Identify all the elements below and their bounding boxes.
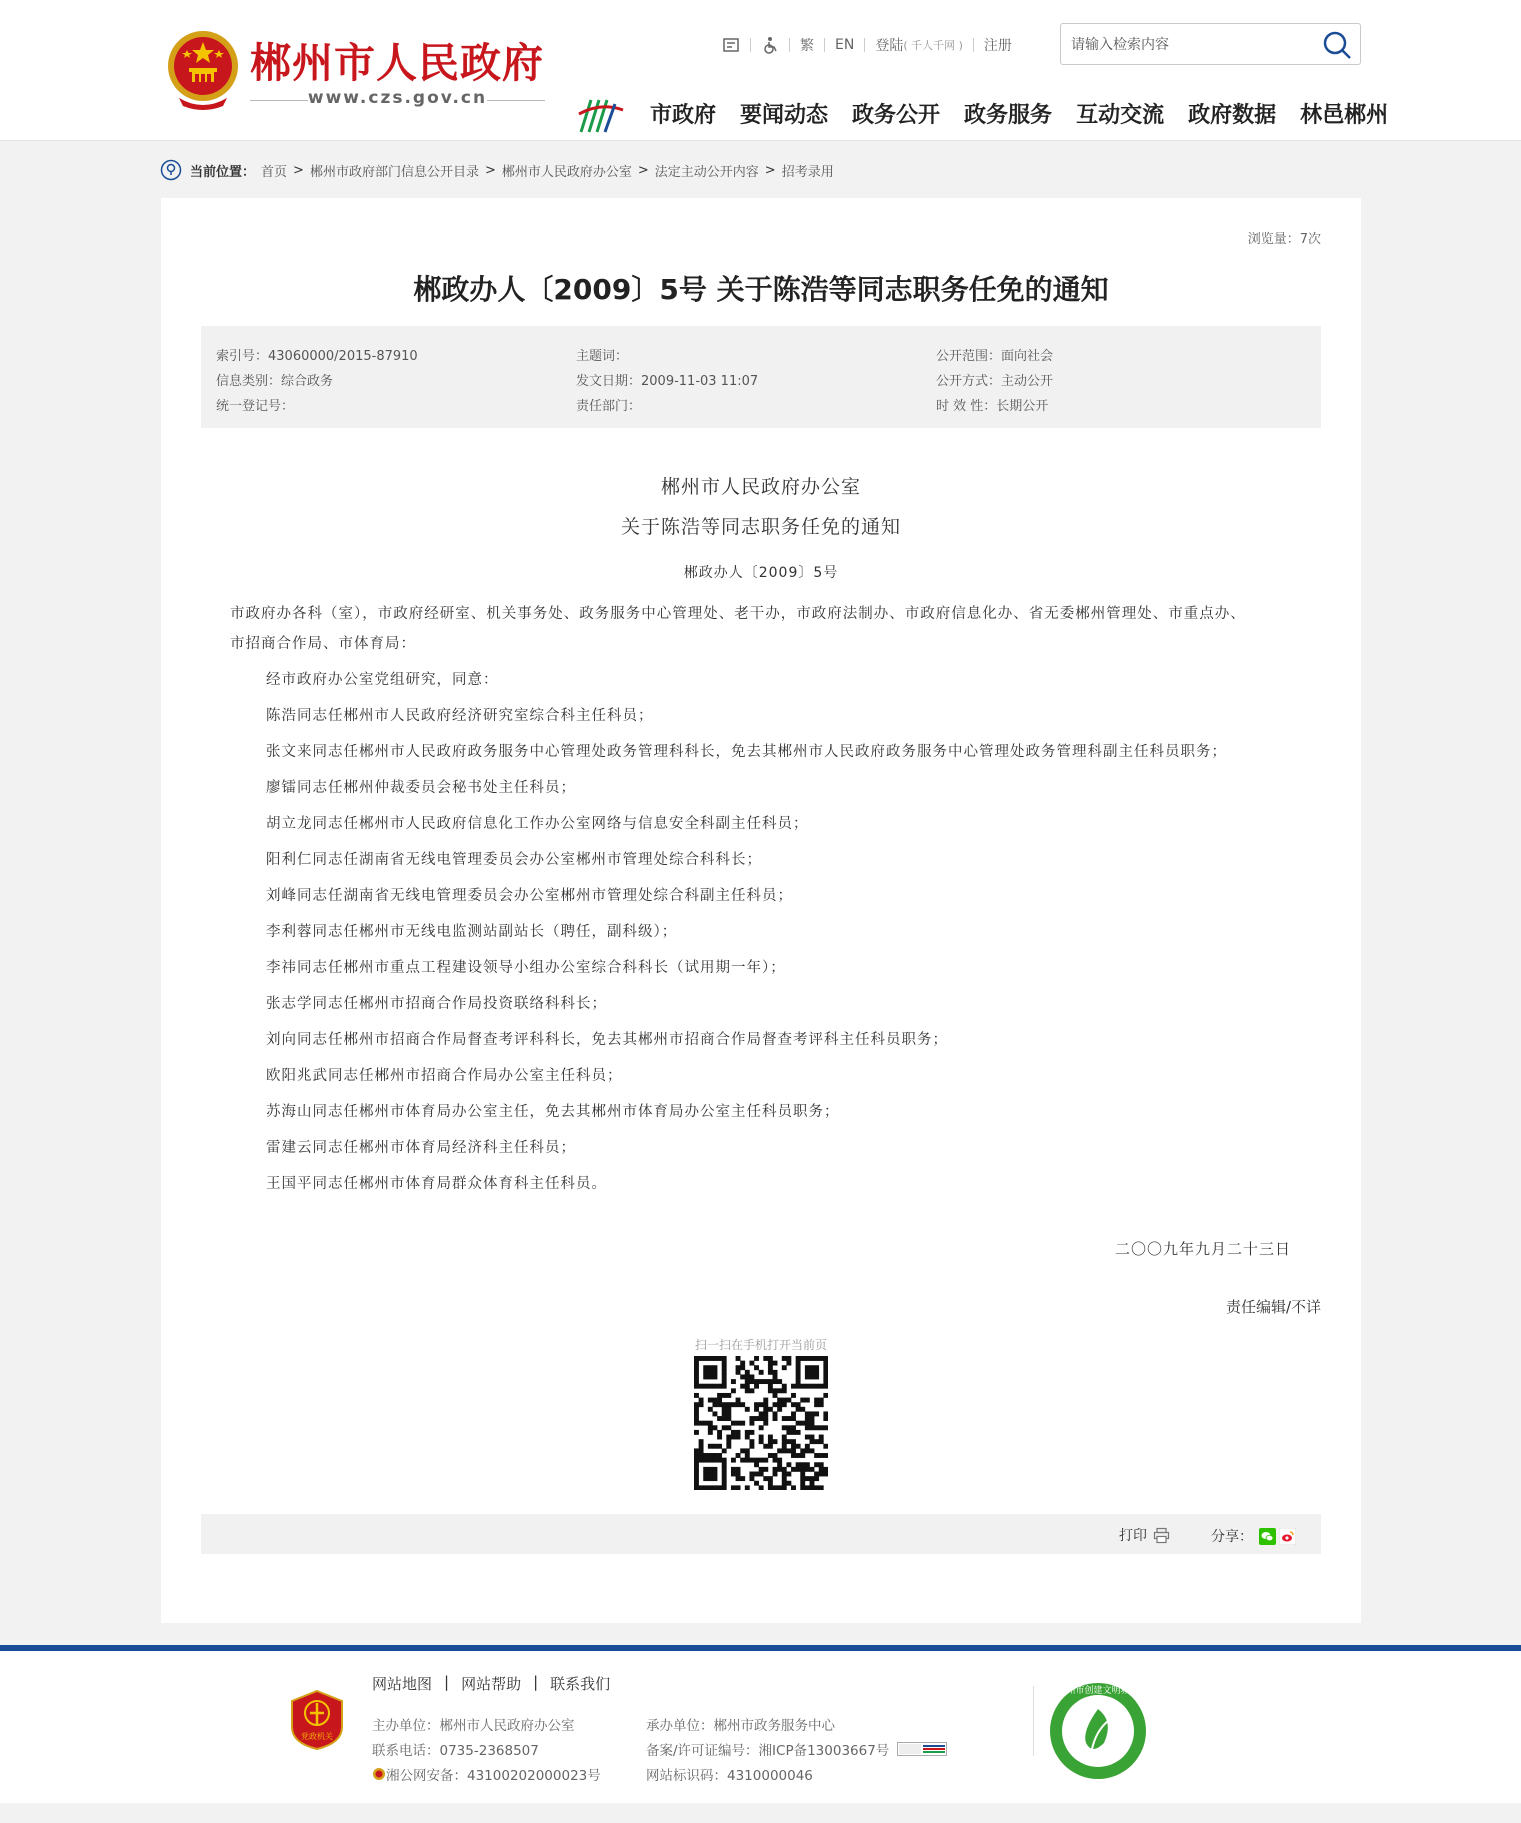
printer-icon xyxy=(1153,1527,1170,1544)
body-paragraph: 苏海山同志任郴州市体育局办公室主任，免去其郴州市体育局办公室主任科员职务； xyxy=(266,1104,840,1120)
wheelchair-icon[interactable] xyxy=(761,36,779,54)
print-label: 打印 xyxy=(1119,1528,1147,1544)
footer-icp[interactable] xyxy=(646,1739,947,1759)
doc-issuer: 郴州市人民政府办公室 xyxy=(660,476,861,498)
share-label: 分享： xyxy=(1211,1529,1253,1545)
badge-text: 党政机关 xyxy=(301,1732,333,1741)
body-paragraph: 廖镭同志任郴州仲裁委员会秘书处主任科员； xyxy=(266,780,576,796)
divider xyxy=(973,38,974,52)
body-paragraph: 王国平同志任郴州市体育局群众体育科主任科员。 xyxy=(266,1176,607,1192)
body-paragraph: 张志学同志任郴州市招商合作局投资联络科科长； xyxy=(266,996,607,1012)
breadcrumb-office[interactable]: 郴州市人民政府办公室 xyxy=(501,164,632,180)
body-paragraph: 刘向同志任郴州市招商合作局督查考评科科长，免去其郴州市招商合作局督查考评科主任科员职务； xyxy=(266,1032,948,1048)
divider xyxy=(789,38,790,52)
breadcrumb-separator: > xyxy=(637,162,649,178)
share-bar xyxy=(201,1514,1321,1554)
body-paragraph: 李祎同志任郴州市重点工程建设领导小组办公室综合科科长（试用期一年）； xyxy=(266,960,786,976)
nav-item-interaction[interactable]: 互动交流 xyxy=(1076,103,1165,128)
meta-registration: 统一登记号： xyxy=(216,399,295,414)
nav-item-gov-data[interactable]: 政府数据 xyxy=(1188,103,1277,128)
doc-subtitle: 关于陈浩等同志职务任免的通知 xyxy=(620,516,901,538)
qr-caption: 扫一扫在手机打开当前页 xyxy=(694,1338,827,1352)
bottom-strip xyxy=(0,1803,1521,1823)
breadcrumb-legal-content[interactable]: 法定主动公开内容 xyxy=(654,164,759,180)
body-paragraph: 雷建云同志任郴州市体育局经济科主任科员； xyxy=(266,1140,576,1156)
english-link[interactable]: EN xyxy=(835,37,855,53)
civilized-city-seal-icon[interactable] xyxy=(1048,1681,1148,1781)
main-nav xyxy=(650,98,1388,129)
breadcrumb-home[interactable]: 首页 xyxy=(261,164,288,180)
breadcrumb xyxy=(160,158,834,182)
footer-undertaker: 承办单位：郴州市政务服务中心 xyxy=(646,1718,835,1734)
article-container xyxy=(161,198,1361,1623)
footer-link-help[interactable]: 网站帮助 xyxy=(461,1675,522,1693)
search-box xyxy=(1060,23,1361,65)
share-group xyxy=(1211,1526,1296,1546)
body-paragraph: 刘峰同志任湖南省无线电管理委员会办公室郴州市管理处综合科副主任科员； xyxy=(266,888,793,904)
recipients: 市政府办各科（室），市政府经研室、机关事务处、政务服务中心管理处、老干办，市政府法制办、市政府信息化办、省无委郴州管理处、市重点办、 xyxy=(230,606,1246,622)
meta-department: 责任部门： xyxy=(576,399,642,414)
accessibility-icon[interactable] xyxy=(722,36,740,54)
divider xyxy=(824,38,825,52)
footer-host: 主办单位：郴州市人民政府办公室 xyxy=(372,1718,575,1734)
body-paragraph: 李利蓉同志任郴州市无线电监测站副站长（聘任，副科级）； xyxy=(266,924,678,940)
site-url[interactable]: www.czs.gov.cn xyxy=(250,88,545,108)
login-sub-label: ( 千人千网 ) xyxy=(903,39,963,52)
body-paragraph: 阳利仁同志任湖南省无线电管理委员会办公室郴州市管理处综合科科长； xyxy=(266,852,762,868)
page-title: 郴政办人〔2009〕5号 关于陈浩等同志职务任免的通知 xyxy=(413,273,1109,306)
national-emblem-icon xyxy=(165,28,241,112)
location-pin-icon xyxy=(160,159,182,181)
seal-text: 郴州市创建文明城市 xyxy=(1057,1686,1139,1696)
divider xyxy=(864,38,865,52)
footer-vertical-divider xyxy=(1033,1686,1034,1756)
site-header xyxy=(0,0,1521,141)
recipients: 市招商合作局、市体育局： xyxy=(230,636,416,652)
search-input[interactable] xyxy=(1071,33,1311,57)
view-count: 浏览量：7次 xyxy=(1247,232,1321,247)
meta-scope: 公开范围：面向社会 xyxy=(936,349,1054,364)
footer-phone: 联系电话：0735-2368507 xyxy=(372,1743,539,1759)
party-gov-badge-icon[interactable] xyxy=(290,1689,344,1751)
site-name[interactable]: 郴州市人民政府 xyxy=(250,39,544,87)
footer-link-sitemap[interactable]: 网站地图 xyxy=(372,1675,433,1693)
metadata-table xyxy=(201,326,1321,428)
divider: | xyxy=(533,1673,539,1691)
search-icon[interactable] xyxy=(1322,30,1352,60)
responsible-editor: 责任编辑/不详 xyxy=(1225,1298,1321,1316)
nav-item-gov-services[interactable]: 政务服务 xyxy=(964,103,1053,128)
doc-date: 二〇〇九年九月二十三日 xyxy=(1114,1240,1291,1258)
meta-index: 索引号：43060000/2015-87910 xyxy=(216,349,418,364)
body-paragraph: 张文来同志任郴州市人民政府政务服务中心管理处政务管理科科长，免去其郴州市人民政府政务服务中心管理处政务管理科副主任科员职务； xyxy=(266,744,1227,760)
weibo-icon[interactable] xyxy=(1279,1528,1296,1545)
breadcrumb-separator: > xyxy=(293,162,304,178)
meta-method: 公开方式：主动公开 xyxy=(936,374,1054,389)
breadcrumb-label: 当前位置： xyxy=(190,164,256,180)
divider xyxy=(750,38,751,52)
body-paragraph: 经市政府办公室党组研究，同意： xyxy=(266,672,499,688)
meta-date: 发文日期：2009-11-03 11:07 xyxy=(576,374,759,389)
traditional-chinese-link[interactable]: 繁 xyxy=(800,38,814,54)
nav-item-linyi-chenzhou[interactable]: 林邑郴州 xyxy=(1300,103,1389,128)
nav-item-news[interactable]: 要闻动态 xyxy=(740,103,829,128)
meta-category: 信息类别：综合政务 xyxy=(216,374,334,389)
footer-police-text: 湘公网安备：43100202000023号 xyxy=(386,1768,601,1784)
chenzhou-logo-icon xyxy=(575,92,627,136)
register-link[interactable]: 注册 xyxy=(983,38,1012,54)
footer-icp-text: 备案/许可证编号：湘ICP备13003667号 xyxy=(646,1743,890,1759)
wechat-icon[interactable] xyxy=(1259,1528,1276,1545)
meta-validity: 时 效 性：长期公开 xyxy=(936,399,1049,414)
doc-number: 郴政办人〔2009〕5号 xyxy=(683,565,839,581)
breadcrumb-recruitment[interactable]: 招考录用 xyxy=(781,164,834,180)
body-paragraph: 胡立龙同志任郴州市人民政府信息化工作办公室网络与信息安全科副主任科员； xyxy=(266,816,809,832)
login-link[interactable]: 登陆 xyxy=(875,38,904,54)
icp-badge-icon xyxy=(897,1742,947,1756)
nav-item-city-government[interactable]: 市政府 xyxy=(650,103,717,128)
police-badge-icon xyxy=(372,1767,386,1781)
print-button[interactable] xyxy=(1119,1525,1170,1545)
footer-site-code: 网站标识码：4310000046 xyxy=(646,1768,813,1784)
footer-links xyxy=(372,1673,610,1694)
body-paragraph: 欧阳兆武同志任郴州市招商合作局办公室主任科员； xyxy=(266,1068,623,1084)
divider: | xyxy=(444,1673,450,1691)
footer-link-contact[interactable]: 联系我们 xyxy=(550,1675,611,1693)
breadcrumb-directory[interactable]: 郴州市政府部门信息公开目录 xyxy=(309,164,479,180)
nav-item-gov-affairs-open[interactable]: 政务公开 xyxy=(852,103,941,128)
qr-code-icon xyxy=(694,1356,828,1490)
body-paragraph: 陈浩同志任郴州市人民政府经济研究室综合科主任科员； xyxy=(266,708,654,724)
breadcrumb-separator: > xyxy=(484,162,496,178)
top-links xyxy=(722,34,1012,56)
site-footer xyxy=(0,1651,1521,1803)
footer-police-record[interactable] xyxy=(372,1764,601,1784)
meta-subject: 主题词： xyxy=(576,349,629,364)
breadcrumb-separator: > xyxy=(764,162,776,178)
